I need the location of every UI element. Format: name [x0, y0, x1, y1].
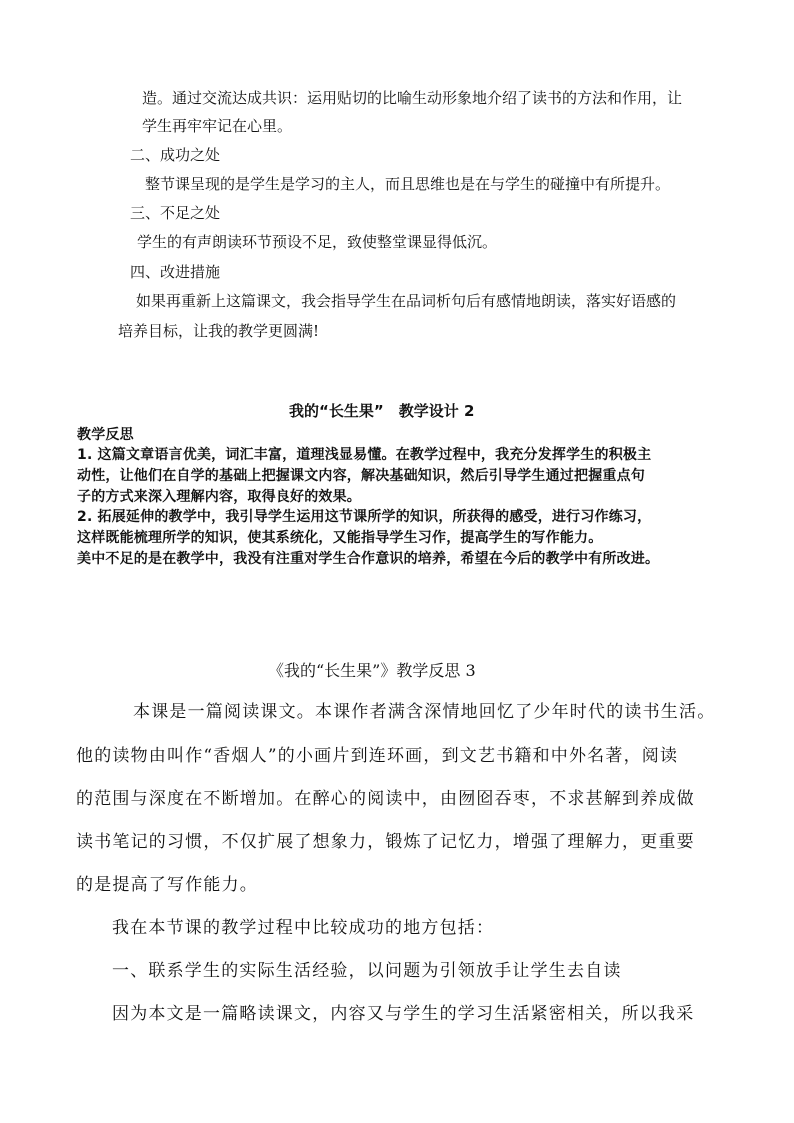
paragraph-line: 子的方式来深入理解内容，取得良好的效果。 — [77, 489, 361, 505]
paragraph-line: 他的读物由叫作“香烟人”的小画片到连环画，到文艺书籍和中外名著，阅读 — [76, 746, 679, 766]
paragraph-line: 本课是一篇阅读课文。本课作者满含深情地回忆了少年时代的读书生活。 — [133, 702, 716, 722]
section-title: 我的“长生果” 教学设计 2 — [289, 402, 475, 420]
section-heading: 四、改进措施 — [130, 263, 221, 281]
paragraph-line: 1. 这篇文章语言优美，词汇丰富，道理浅显易懂。在教学过程中，我充分发挥学生的积极主 — [77, 447, 652, 463]
paragraph-line: 美中不足的是在教学中，我没有注重对学生合作意识的培养，希望在今后的教学中有所改进。 — [77, 551, 660, 567]
paragraph-line: 造。通过交流达成共识：运用贴切的比喻生动形象地介绍了读书的方法和作用，让 — [142, 89, 683, 107]
section-heading: 三、不足之处 — [130, 204, 221, 222]
section-heading: 二、成功之处 — [130, 146, 221, 164]
section-title: 《我的“长生果”》教学反思 3 — [268, 661, 476, 680]
paragraph-line: 的是提高了写作能力。 — [76, 875, 258, 895]
paragraph-line: 读书笔记的习惯，不仅扩展了想象力，锻炼了记忆力，增强了理解力，更重要 — [76, 832, 695, 852]
paragraph-line: 我在本节课的教学过程中比较成功的地方包括： — [112, 918, 495, 938]
paragraph-line: 如果再重新上这篇课文，我会指导学生在品词析句后有感情地朗读，落实好语感的 — [136, 292, 677, 310]
section-heading: 教学反思 — [77, 427, 134, 443]
paragraph-line: 2. 拓展延伸的教学中，我引导学生运用这节课所学的知识，所获得的感受，进行习作练习， — [77, 509, 652, 525]
paragraph-line: 因为本文是一篇略读课文，内容又与学生的学习生活紧密相关，所以我采 — [112, 1004, 695, 1024]
paragraph-line: 学生再牢牢记在心里。 — [142, 117, 293, 135]
section-heading: 一、联系学生的实际生活经验，以问题为引领放手让学生去自读 — [112, 961, 622, 981]
paragraph-line: 的范围与深度在不断增加。在醉心的阅读中，由囫囵吞枣，不求甚解到养成做 — [76, 789, 695, 809]
paragraph-line: 整节课呈现的是学生是学习的主人，而且思维也是在与学生的碰撞中有所提升。 — [145, 175, 671, 193]
paragraph-line: 动性，让他们在自学的基础上把握课文内容，解决基础知识，然后引导学生通过把握重点句 — [77, 468, 645, 484]
paragraph-line: 学生的有声朗读环节预设不足，致使整堂课显得低沉。 — [137, 233, 498, 251]
paragraph-line: 这样既能梳理所学的知识，使其系统化，又能指导学生习作，提高学生的写作能力。 — [77, 530, 603, 546]
paragraph-line: 培养目标，让我的教学更圆满! — [118, 322, 320, 340]
